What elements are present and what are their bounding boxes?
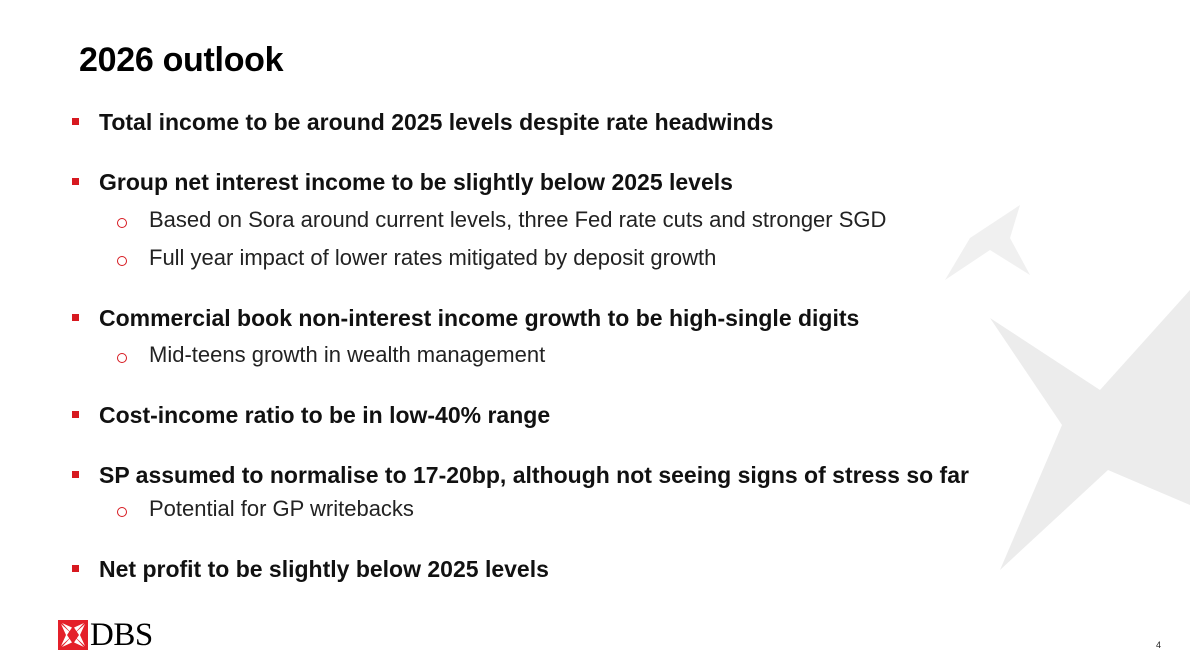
logo-text: DBS — [90, 617, 153, 653]
bullet-text: Total income to be around 2025 levels despite rate headwinds — [99, 109, 774, 135]
bullet-square-icon — [72, 178, 79, 185]
sub-bullet-text: Potential for GP writebacks — [149, 496, 414, 521]
bullet-square-icon — [72, 118, 79, 125]
page-title: 2026 outlook — [79, 41, 284, 79]
sub-bullet-circle-icon — [117, 353, 127, 363]
bullet-text: SP assumed to normalise to 17-20bp, although not seeing signs of stress so far — [99, 462, 969, 488]
bullet-square-icon — [72, 411, 79, 418]
bullet-square-icon — [72, 314, 79, 321]
sub-bullet-text: Full year impact of lower rates mitigated by deposit growth — [149, 245, 717, 270]
bullet-square-icon — [72, 565, 79, 572]
dbs-logo — [58, 618, 153, 652]
dbs-star-icon — [58, 620, 88, 650]
bullet-text: Group net interest income to be slightly below 2025 levels — [99, 169, 733, 195]
sub-bullet-text: Mid-teens growth in wealth management — [149, 342, 546, 367]
sub-bullet-circle-icon — [117, 256, 127, 266]
bullet-text: Cost-income ratio to be in low-40% range — [99, 402, 551, 428]
sub-bullet-text: Based on Sora around current levels, three Fed rate cuts and stronger SGD — [149, 207, 887, 232]
sub-bullet-circle-icon — [117, 218, 127, 228]
page-number: 4 — [1156, 640, 1162, 650]
bullet-text: Net profit to be slightly below 2025 levels — [99, 556, 549, 582]
bullet-text: Commercial book non-interest income growth to be high-single digits — [99, 305, 860, 331]
sub-bullet-circle-icon — [117, 507, 127, 517]
bullet-square-icon — [72, 471, 79, 478]
